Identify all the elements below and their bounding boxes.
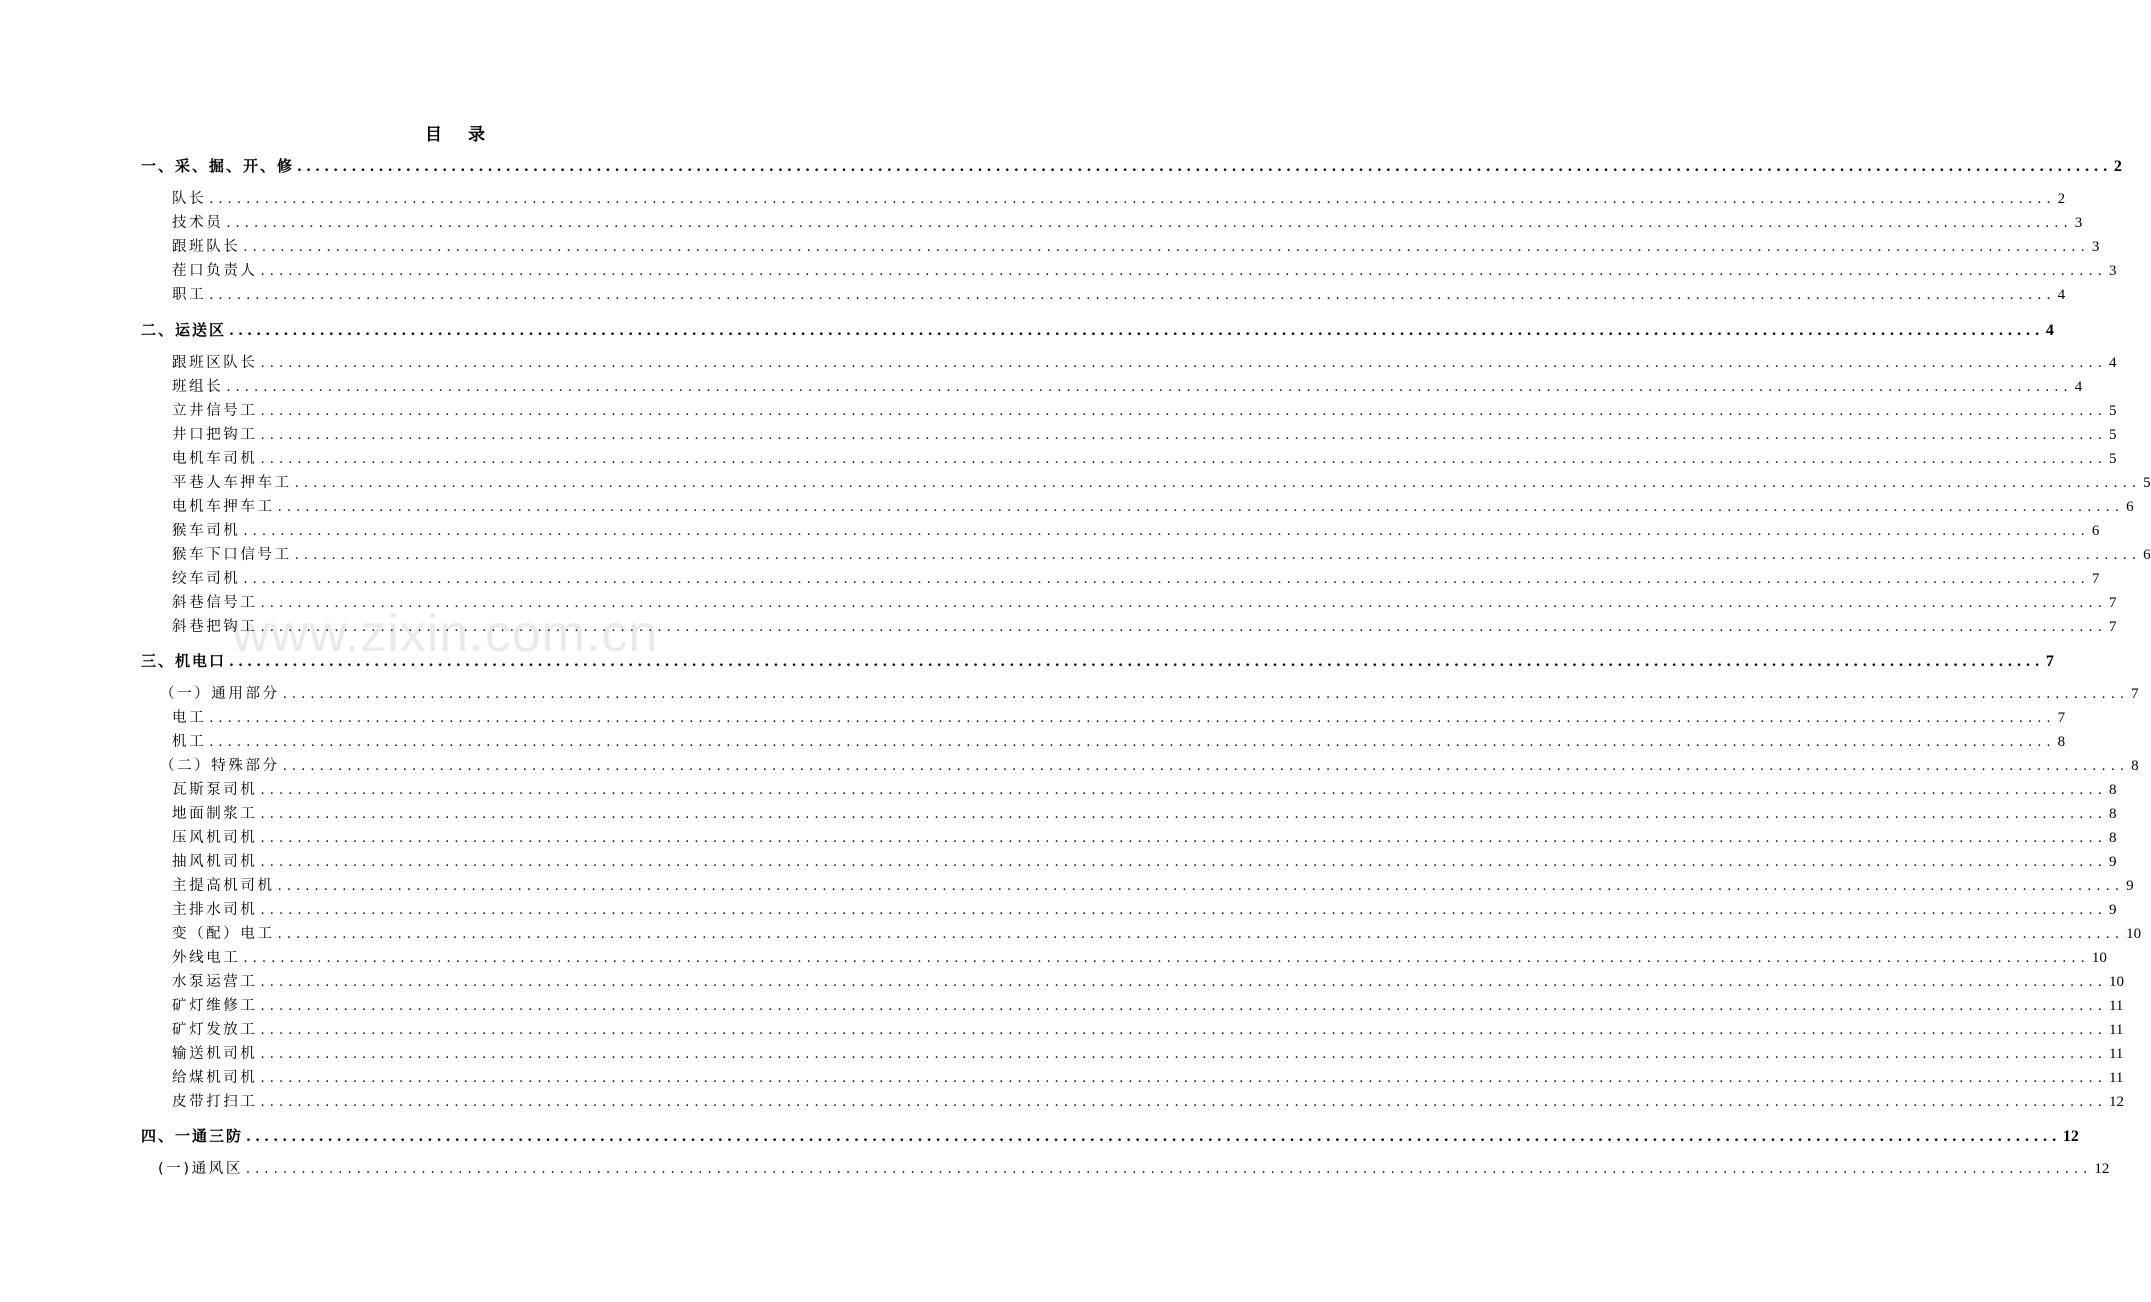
toc-leader-dots: ........................................................................................................................................................................................................: [209, 192, 2056, 207]
toc-entry-label: 给煤机司机: [172, 1070, 258, 1086]
toc-page-number: 5: [2108, 403, 2117, 419]
toc-page-number: 10: [2126, 926, 2142, 942]
toc-page-number: 4: [2045, 322, 2054, 339]
toc-item-entry[interactable]: [172, 592, 2117, 614]
toc-leader-dots: ........................................................................................................................................................................................................: [229, 654, 2044, 670]
toc-entry-label: 电工: [172, 710, 207, 726]
toc-entry-label: 猴车司机: [172, 523, 241, 539]
toc-leader-dots: ........................................................................................................................................................................................................: [209, 735, 2056, 750]
toc-entry-label: 电机车司机: [172, 451, 258, 467]
toc-entry-label: 茬口负责人: [172, 263, 258, 279]
toc-page-number: 7: [2057, 710, 2066, 726]
toc-leader-dots: ........................................................................................................................................................................................................: [226, 216, 2073, 231]
toc-page-number: 9: [2108, 854, 2117, 870]
toc-leader-dots: ........................................................................................................................................................................................................: [243, 572, 2090, 587]
toc-entry-label: 主提高机司机: [172, 878, 275, 894]
toc-item-entry[interactable]: [172, 284, 2066, 306]
toc-entry-label: 瓦斯泵司机: [172, 782, 258, 798]
toc-leader-dots: ........................................................................................................................................................................................................: [260, 783, 2107, 798]
toc-item-entry[interactable]: [172, 616, 2117, 638]
toc-item-entry[interactable]: [172, 1091, 2124, 1113]
toc-entry-label: 输送机司机: [172, 1046, 258, 1062]
toc-page-number: 12: [2062, 1128, 2079, 1145]
toc-entry-label: (一)通风区: [158, 1161, 243, 1177]
toc-leader-dots: ........................................................................................................................................................................................................: [277, 879, 2125, 894]
toc-page-number: 5: [2143, 475, 2151, 491]
toc-page-number: 4: [2057, 287, 2066, 303]
toc-leader-dots: ........................................................................................................................................................................................................: [260, 1023, 2107, 1038]
toc-leader-dots: ........................................................................................................................................................................................................: [260, 1095, 2107, 1110]
toc-page-number: 6: [2126, 499, 2134, 515]
toc-section-entry[interactable]: [141, 650, 2054, 672]
toc-entry-label: 抽风机司机: [172, 854, 258, 870]
toc-leader-dots: ........................................................................................................................................................................................................: [260, 356, 2107, 371]
toc-entry-label: 二、运送区: [141, 321, 227, 339]
toc-item-entry[interactable]: [172, 731, 2066, 753]
toc-entry-label: 技术员: [172, 215, 224, 231]
toc-entry-label: 绞车司机: [172, 571, 241, 587]
toc-item-entry[interactable]: [172, 260, 2117, 282]
toc-page-number: 11: [2108, 1046, 2124, 1062]
toc-leader-dots: ........................................................................................................................................................................................................: [277, 927, 2125, 942]
toc-entry-label: 矿灯维修工: [172, 998, 258, 1014]
toc-leader-dots: ........................................................................................................................................................................................................: [243, 240, 2090, 255]
toc-item-entry[interactable]: [172, 1043, 2124, 1065]
toc-leader-dots: ........................................................................................................................................................................................................: [260, 1071, 2107, 1086]
toc-page-number: 11: [2108, 998, 2124, 1014]
toc-title: 目 录: [425, 125, 495, 145]
toc-item-entry[interactable]: [172, 707, 2066, 729]
toc-entry-label: 三、机电口: [141, 652, 227, 670]
toc-item-entry[interactable]: [172, 1067, 2124, 1089]
toc-entry-label: 斜巷把钩工: [172, 619, 258, 635]
toc-leader-dots: ........................................................................................................................................................................................................: [282, 759, 2130, 774]
toc-item-entry[interactable]: [172, 899, 2117, 921]
toc-entry-label: 变（配）电工: [172, 926, 275, 942]
toc-page-number: 8: [2108, 806, 2117, 822]
toc-entry-label: 压风机司机: [172, 830, 258, 846]
toc-entry-label: 平巷人车押车工: [172, 475, 292, 491]
toc-page-number: 9: [2108, 902, 2117, 918]
toc-page-number: 3: [2074, 215, 2083, 231]
toc-item-entry[interactable]: [172, 827, 2117, 849]
toc-leader-dots: ........................................................................................................................................................................................................: [282, 687, 2130, 702]
toc-item-entry[interactable]: [172, 875, 2134, 897]
toc-leader-dots: ........................................................................................................................................................................................................: [260, 596, 2107, 611]
toc-entry-label: 井口把钩工: [172, 427, 258, 443]
toc-leader-dots: ........................................................................................................................................................................................................: [229, 323, 2044, 339]
toc-item-entry[interactable]: [172, 424, 2117, 446]
toc-page-number: 6: [2091, 523, 2100, 539]
toc-item-entry[interactable]: [172, 472, 2151, 494]
toc-item-entry[interactable]: [172, 236, 2100, 258]
toc-leader-dots: ........................................................................................................................................................................................................: [243, 951, 2090, 966]
toc-entry-label: 地面制浆工: [172, 806, 258, 822]
toc-item-entry[interactable]: [172, 995, 2124, 1017]
toc-page-number: 12: [2094, 1161, 2110, 1177]
toc-item-entry[interactable]: [172, 400, 2117, 422]
toc-leader-dots: ........................................................................................................................................................................................................: [260, 831, 2107, 846]
toc-page-number: 7: [2108, 619, 2117, 635]
toc-item-entry[interactable]: [172, 188, 2066, 210]
toc-item-entry[interactable]: [172, 803, 2117, 825]
toc-leader-dots: ........................................................................................................................................................................................................: [226, 380, 2073, 395]
toc-item-entry[interactable]: [172, 779, 2117, 801]
toc-entry-label: 水泵运营工: [172, 974, 258, 990]
toc-page-number: 5: [2108, 427, 2117, 443]
toc-leader-dots: ........................................................................................................................................................................................................: [294, 476, 2142, 491]
toc-leader-dots: ........................................................................................................................................................................................................: [243, 524, 2090, 539]
toc-leader-dots: ........................................................................................................................................................................................................: [260, 452, 2107, 467]
toc-page-number: 2: [2057, 191, 2066, 207]
toc-entry-label: 猴车下口信号工: [172, 547, 292, 563]
toc-leader-dots: ........................................................................................................................................................................................................: [260, 428, 2107, 443]
toc-item-entry[interactable]: [172, 520, 2100, 542]
toc-leader-dots: ........................................................................................................................................................................................................: [260, 264, 2107, 279]
toc-item-entry[interactable]: [172, 376, 2083, 398]
toc-page-number: 4: [2108, 355, 2117, 371]
toc-entry-label: （二）特殊部分: [160, 758, 280, 774]
toc-item-entry[interactable]: [160, 683, 2139, 705]
toc-page-number: 7: [2091, 571, 2100, 587]
toc-entry-label: 跟班区队长: [172, 355, 258, 371]
toc-item-entry[interactable]: [172, 212, 2083, 234]
toc-entry-label: 班组长: [172, 379, 224, 395]
toc-entry-label: 四、一通三防: [141, 1127, 244, 1145]
toc-page-number: 11: [2108, 1022, 2124, 1038]
toc-page-number: 3: [2091, 239, 2100, 255]
toc-page-number: 10: [2091, 950, 2107, 966]
toc-page-number: 4: [2074, 379, 2083, 395]
toc-entry-label: 斜巷信号工: [172, 595, 258, 611]
toc-leader-dots: ........................................................................................................................................................................................................: [260, 620, 2107, 635]
toc-item-entry[interactable]: [172, 448, 2117, 470]
toc-entry-label: 电机车押车工: [172, 499, 275, 515]
toc-entry-label: 主排水司机: [172, 902, 258, 918]
toc-leader-dots: ........................................................................................................................................................................................................: [260, 807, 2107, 822]
toc-page-number: 7: [2045, 653, 2054, 670]
toc-leader-dots: ........................................................................................................................................................................................................: [294, 548, 2142, 563]
toc-entry-label: 皮带打扫工: [172, 1094, 258, 1110]
toc-entry-label: 机工: [172, 734, 207, 750]
toc-item-entry[interactable]: [172, 947, 2107, 969]
toc-leader-dots: ........................................................................................................................................................................................................: [260, 1047, 2107, 1062]
toc-leader-dots: ........................................................................................................................................................................................................: [260, 404, 2107, 419]
toc-item-entry[interactable]: [172, 496, 2134, 518]
toc-entry-label: 队长: [172, 191, 207, 207]
toc-item-entry[interactable]: [172, 544, 2151, 566]
toc-item-entry[interactable]: [172, 352, 2117, 374]
toc-leader-dots: ........................................................................................................................................................................................................: [260, 855, 2107, 870]
watermark: www.zixin.com.cn: [232, 605, 659, 663]
toc-leader-dots: ........................................................................................................................................................................................................: [260, 999, 2107, 1014]
toc-page-number: 5: [2108, 451, 2117, 467]
toc-page-number: 12: [2108, 1094, 2124, 1110]
toc-entry-label: 立井信号工: [172, 403, 258, 419]
toc-entry-label: 职工: [172, 287, 207, 303]
toc-item-entry[interactable]: [172, 971, 2124, 993]
toc-page-number: 9: [2126, 878, 2134, 894]
toc-leader-dots: ........................................................................................................................................................................................................: [297, 159, 2112, 175]
toc-leader-dots: ........................................................................................................................................................................................................: [245, 1162, 2093, 1177]
toc-entry-label: 外线电工: [172, 950, 241, 966]
toc-leader-dots: ........................................................................................................................................................................................................: [260, 975, 2107, 990]
toc-page-number: 3: [2108, 263, 2117, 279]
toc-item-entry[interactable]: [172, 923, 2142, 945]
toc-leader-dots: ........................................................................................................................................................................................................: [209, 288, 2056, 303]
toc-page-number: 8: [2108, 782, 2117, 798]
toc-section-entry[interactable]: [141, 155, 2122, 177]
toc-leader-dots: ........................................................................................................................................................................................................: [260, 903, 2107, 918]
toc-item-entry[interactable]: [172, 851, 2117, 873]
toc-page-number: 8: [2108, 830, 2117, 846]
toc-page-number: 11: [2108, 1070, 2124, 1086]
toc-leader-dots: ........................................................................................................................................................................................................: [277, 500, 2125, 515]
toc-entry-label: 跟班队长: [172, 239, 241, 255]
toc-section-entry[interactable]: [141, 1125, 2079, 1147]
toc-page-number: 10: [2108, 974, 2124, 990]
toc-item-entry[interactable]: [172, 568, 2100, 590]
toc-entry-label: 一、采、掘、开、修: [141, 157, 295, 175]
toc-item-entry[interactable]: [158, 1158, 2110, 1180]
toc-item-entry[interactable]: [172, 1019, 2124, 1041]
toc-page-number: 6: [2143, 547, 2151, 563]
toc-leader-dots: ........................................................................................................................................................................................................: [209, 711, 2056, 726]
toc-leader-dots: ........................................................................................................................................................................................................: [246, 1129, 2061, 1145]
toc-page-number: 8: [2131, 758, 2139, 774]
toc-entry-label: 矿灯发放工: [172, 1022, 258, 1038]
toc-item-entry[interactable]: [160, 755, 2139, 777]
toc-page-number: 7: [2131, 686, 2139, 702]
toc-page-number: 7: [2108, 595, 2117, 611]
toc-section-entry[interactable]: [141, 319, 2054, 341]
toc-page-number: 8: [2057, 734, 2066, 750]
toc-page-number: 2: [2113, 158, 2122, 175]
toc-entry-label: （一）通用部分: [160, 686, 280, 702]
